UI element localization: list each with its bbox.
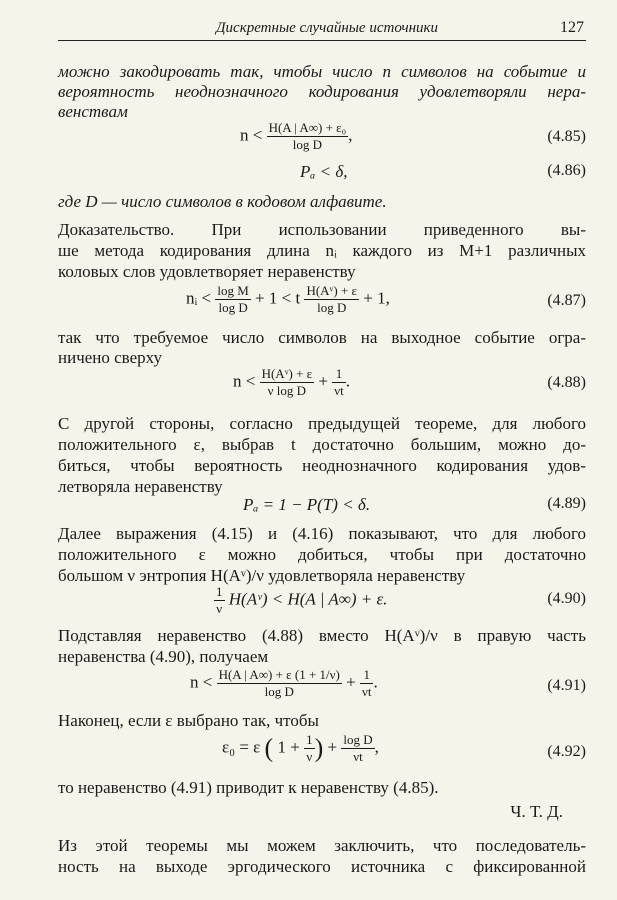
- equation-4-88: [233, 366, 350, 399]
- eq-inner: 1 +: [277, 737, 300, 757]
- eq-label-4-90: (4.90): [547, 590, 586, 607]
- fraction-1: [215, 283, 250, 316]
- page-number: 127: [560, 19, 584, 36]
- denominator: ν: [306, 749, 313, 764]
- paren-close: ): [314, 733, 324, 763]
- proof-line-2: ше метода кодирования длина nᵢ каждого из M+1 различных: [58, 241, 586, 260]
- denominator: log D: [292, 137, 323, 152]
- denominator: ν log D: [267, 383, 307, 398]
- eq-lhs: n <: [190, 672, 213, 692]
- denominator: ν: [216, 601, 223, 616]
- where-line: где D — число символов в кодовом алфавите.: [58, 192, 387, 211]
- eq-middle: + 1 < t: [255, 288, 301, 308]
- para6-line: Наконец, если ε выбрано так, чтобы: [58, 711, 319, 730]
- fraction-1: [260, 366, 315, 399]
- eq-tail: ,: [374, 737, 379, 757]
- eq-label-4-85: (4.85): [547, 128, 586, 145]
- eq-label-4-88: (4.88): [547, 374, 586, 391]
- numerator: H(Aᵛ) + ε: [261, 366, 313, 381]
- fraction-1: [217, 667, 342, 700]
- para5-line-2: неравенства (4.90), получаем: [58, 647, 269, 666]
- denominator: νt: [353, 749, 363, 764]
- numerator: 1: [216, 584, 223, 599]
- numerator: 1: [332, 366, 346, 383]
- eq-tail: .: [373, 672, 378, 692]
- header-title: Дискретные случайные источники: [216, 20, 439, 36]
- fraction-2: [341, 732, 374, 765]
- eq-lhs: ε₀ = ε: [222, 737, 261, 757]
- numerator: H(A | A∞) + ε₀: [268, 120, 347, 135]
- fraction-2: [332, 366, 346, 399]
- eq-label-4-91: (4.91): [547, 677, 586, 694]
- intro-line-2: вероятность неоднозначного кодирования удовлетворяли нера-: [58, 82, 586, 101]
- numerator: log D: [343, 732, 373, 747]
- para5-line-1: Подставляя неравенство (4.88) вместо H(Aᵛ)/ν в правую часть: [58, 626, 586, 645]
- intro-line-1: можно закодировать так, чтобы число n символов на событие и: [58, 62, 586, 81]
- eq-lhs: n <: [240, 125, 263, 145]
- eq-tail: + 1,: [363, 288, 390, 308]
- eq-middle: +: [327, 737, 338, 757]
- numerator: H(A | A∞) + ε (1 + 1/ν): [218, 667, 340, 682]
- eq-rest: H(Aᵛ) < H(A | A∞) + ε.: [228, 589, 388, 609]
- fraction-2: [304, 283, 359, 316]
- numerator: 1: [306, 732, 313, 747]
- running-header: [58, 18, 586, 41]
- denominator: νt: [361, 684, 372, 699]
- para7-line: то неравенство (4.91) приводит к неравенству (4.85).: [58, 778, 439, 797]
- denominator: νt: [334, 383, 344, 398]
- eq-label-4-86: (4.86): [547, 162, 586, 179]
- eq-label-4-89: (4.89): [547, 495, 586, 512]
- equation-4-89: Pₐ = 1 − P(T) < δ.: [243, 495, 371, 514]
- equation-4-91: [190, 667, 378, 700]
- eq-label-4-87: (4.87): [547, 292, 586, 309]
- para2-line-2: ничено сверху: [58, 348, 163, 367]
- final-line-2: ность на выходе эргодического источника с фиксированной: [58, 857, 586, 876]
- proof-line-3: коловых слов удовлетворяет неравенству: [58, 262, 356, 281]
- numerator: log M: [217, 283, 249, 298]
- para4-line-2: положительного ε можно добиться, чтобы при достаточно: [58, 545, 586, 564]
- denominator: log D: [317, 300, 347, 315]
- qed-mark: Ч. Т. Д.: [510, 802, 563, 821]
- eq-middle: +: [318, 371, 328, 391]
- eq-middle: +: [346, 672, 356, 692]
- equation-4-87: [186, 283, 390, 316]
- final-line-1: Из этой теоремы мы можем заключить, что последователь-: [58, 836, 586, 855]
- numerator: H(Aᵛ) + ε: [306, 283, 357, 298]
- equation-4-85: [240, 120, 352, 153]
- eq-tail: .: [345, 371, 350, 391]
- denominator: log D: [218, 300, 248, 315]
- para3-line-3: биться, чтобы вероятность неоднозначного кодирования удов-: [58, 456, 586, 475]
- intro-line-3: венствам: [58, 102, 128, 121]
- numerator: 1: [360, 667, 374, 684]
- fraction-2: [360, 667, 374, 700]
- equation-4-86: Pₐ < δ,: [300, 162, 348, 181]
- eq-label-4-92: (4.92): [547, 743, 586, 760]
- para4-line-3: большом ν энтропия H(Aᵛ)/ν удовлетворяла неравенству: [58, 566, 466, 585]
- fraction-1: [304, 732, 315, 765]
- para4-line-1: Далее выражения (4.15) и (4.16) показывают, что для любого: [58, 524, 586, 543]
- para3-line-1: С другой стороны, согласно предыдущей теореме, для любого: [58, 414, 586, 433]
- fraction: [214, 584, 225, 617]
- proof-line-1: Доказательство. При использовании приведенного вы-: [58, 220, 586, 239]
- eq-lhs: nᵢ <: [186, 288, 212, 308]
- equation-4-90: [214, 584, 387, 617]
- para3-line-2: положительного ε, выбрав t достаточно большим, можно до-: [58, 435, 586, 454]
- equation-4-92: [222, 732, 379, 765]
- para3-line-4: летворяла неравенству: [58, 477, 223, 496]
- eq-tail: ,: [348, 125, 353, 145]
- denominator: log D: [264, 684, 294, 699]
- paren-open: (: [264, 733, 274, 763]
- fraction: [267, 120, 349, 153]
- eq-lhs: n <: [233, 371, 256, 391]
- para2-line-1: так что требуемое число символов на выходное событие огра-: [58, 328, 586, 347]
